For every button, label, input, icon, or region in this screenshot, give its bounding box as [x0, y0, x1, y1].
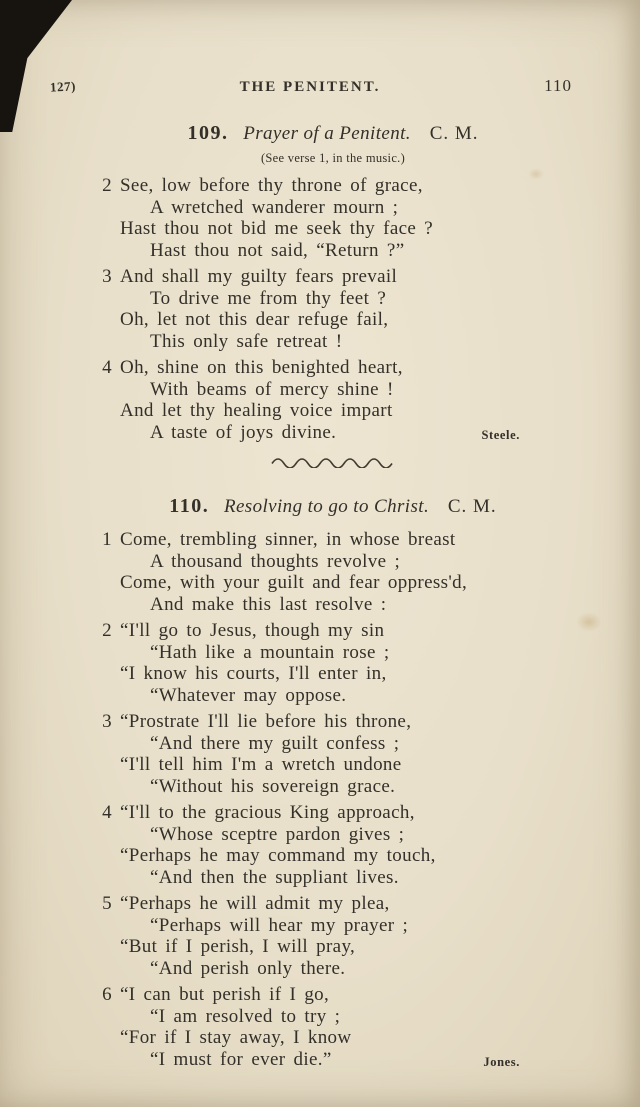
verse-line: And make this last resolve : [150, 593, 387, 615]
verse [92, 893, 574, 979]
page-corner-shadow [0, 0, 72, 132]
verse-line: “I must for ever die.” [150, 1048, 332, 1070]
verse [92, 711, 574, 797]
hymn-110-verses [92, 529, 574, 1070]
verse-line: “For if I stay away, I know [120, 1027, 352, 1048]
hymn-meter: C. M. [429, 123, 479, 144]
hymn-109-title [92, 120, 574, 147]
verse-line: A taste of joys divine. [150, 421, 337, 443]
verse [92, 266, 574, 352]
page-number: 110 [544, 76, 572, 95]
verse-line: A thousand thoughts revolve ; [150, 550, 401, 572]
hymn-110 [92, 493, 574, 1070]
verse-line: “But if I perish, I will pray, [120, 936, 356, 957]
verse-line: “And perish only there. [150, 957, 346, 979]
verse-line: See, low before thy throne of grace, [120, 175, 423, 196]
verse-number: 3 [102, 266, 112, 287]
verse-line: “I'll to the gracious King approach, [120, 802, 415, 823]
verse-line: To drive me from thy feet ? [150, 287, 387, 309]
verse-line: “I can but perish if I go, [120, 984, 330, 1005]
verse-line: “And there my guilt confess ; [150, 732, 400, 754]
verse-line: And shall my guilty fears prevail [120, 266, 398, 287]
verse-line: Oh, shine on this benighted heart, [120, 357, 403, 378]
verse-line: “Prostrate I'll lie before his throne, [120, 711, 412, 732]
verse-line: Hast thou not said, “Return ?” [150, 239, 405, 261]
verse-line: “Hath like a mountain rose ; [150, 641, 390, 663]
verse-line: A wretched wanderer mourn ; [150, 196, 399, 218]
verse [92, 175, 574, 261]
divider-squiggle [92, 455, 574, 469]
verse-number: 1 [102, 529, 112, 550]
hymn-meter: C. M. [447, 496, 497, 517]
verse-number: 3 [102, 711, 112, 732]
hymn-attribution: Steele. [481, 428, 520, 442]
verse-line: “Perhaps he may command my touch, [120, 845, 436, 866]
hymn-number: 110. [169, 495, 210, 517]
verse-line: “I'll go to Jesus, though my sin [120, 620, 385, 641]
verse-line: This only safe retreat ! [150, 330, 343, 352]
verse-line: Hast thou not bid me seek thy face ? [120, 218, 434, 239]
hymn-109 [92, 120, 574, 443]
verse [92, 529, 574, 615]
verse-number: 4 [102, 357, 112, 378]
page-content [92, 120, 574, 1070]
verse-line: “I am resolved to try ; [150, 1005, 341, 1027]
verse [92, 620, 574, 706]
verse-line: With beams of mercy shine ! [150, 378, 394, 400]
verse-number: 5 [102, 893, 112, 914]
verse-number: 6 [102, 984, 112, 1005]
hymn-subtitle: (See verse 1, in the music.) [260, 151, 406, 165]
verse-line: “I know his courts, I'll enter in, [120, 663, 387, 684]
verse-line: “And then the suppliant lives. [150, 866, 399, 888]
hymn-109-verses [92, 175, 574, 443]
verse-number: 4 [102, 802, 112, 823]
verse-line: Come, trembling sinner, in whose breast [120, 529, 456, 550]
verse-line: Oh, let not this dear refuge fail, [120, 309, 389, 330]
hymn-110-title [92, 493, 574, 520]
verse-line: “Whatever may oppose. [150, 684, 347, 706]
verse-line: And let thy healing voice impart [120, 400, 393, 421]
verse-line: “Perhaps he will admit my plea, [120, 893, 390, 914]
verse [92, 984, 574, 1070]
hymn-attribution: Jones. [483, 1055, 520, 1069]
verse-line: “Whose sceptre pardon gives ; [150, 823, 405, 845]
verse-line: “I'll tell him I'm a wretch undone [120, 754, 402, 775]
running-title: THE PENITENT. [239, 79, 381, 95]
verse-line: “Without his sovereign grace. [150, 775, 396, 797]
verse [92, 802, 574, 888]
verse-number: 2 [102, 620, 112, 641]
verse [92, 357, 574, 443]
page-header [50, 76, 572, 96]
verse-number: 2 [102, 175, 112, 196]
hymn-name: Resolving to go to Christ. [223, 496, 430, 517]
paper-stain [576, 612, 602, 632]
verse-line: Come, with your guilt and fear oppress'd, [120, 572, 468, 593]
hymn-name: Prayer of a Penitent. [243, 123, 411, 144]
hymn-number: 109. [187, 122, 229, 144]
verse-line: “Perhaps will hear my prayer ; [150, 914, 409, 936]
header-left-number: 127) [49, 78, 77, 95]
